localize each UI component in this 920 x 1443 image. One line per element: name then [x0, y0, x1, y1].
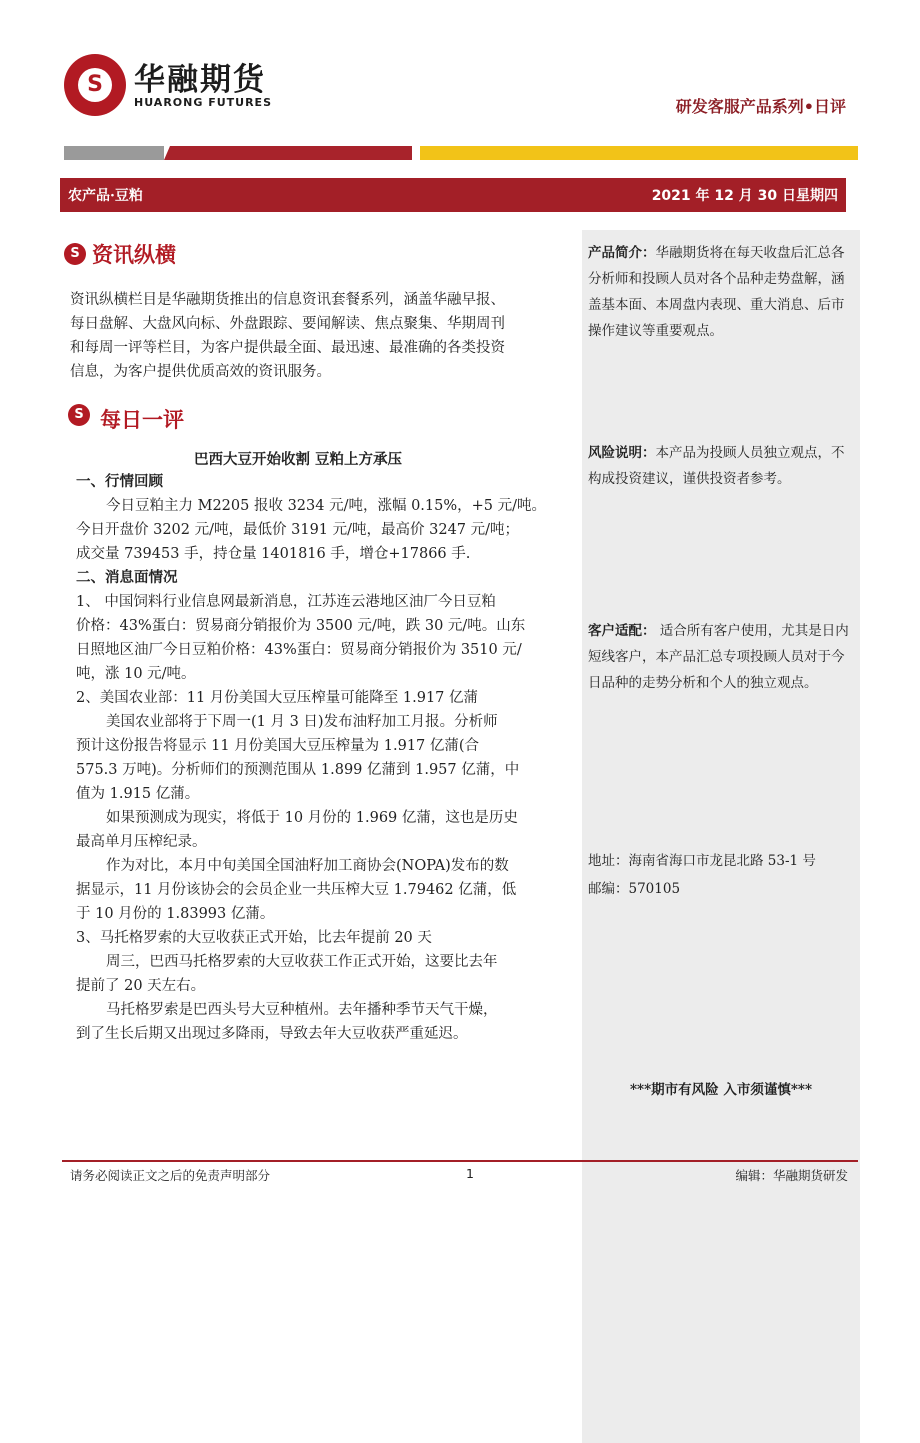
report-date: 2021 年 12 月 30 日星期四 — [651, 188, 838, 204]
brand-name-en: HUARONG FUTURES — [134, 96, 272, 109]
intro-line: 和每周一评等栏目，为客户提供最全面、最迅速、最准确的各类投资 — [70, 340, 505, 356]
body-line: 作为对比，本月中旬美国全国油籽加工商协会(NOPA)发布的数 — [106, 858, 509, 874]
client-fit-text: 适合所有客户使用，尤其是日内短线客户，本产品汇总专项投顾人员对于今日品种的走势分析和个人的独立观点。 — [588, 623, 849, 691]
brand-name-cn: 华融期货 — [134, 62, 266, 98]
body-line: 最高单月压榨纪录。 — [76, 834, 207, 850]
risk-note — [588, 440, 852, 492]
body-line: 周三，巴西马托格罗索的大豆收获工作正式开始，这要比去年 — [106, 954, 498, 970]
risk-warning: ***期市有风险 入市须谨慎*** — [629, 1082, 813, 1098]
sidebar-panel — [582, 230, 860, 1443]
section-logo-icon: S — [68, 404, 90, 426]
body-line: 值为 1.915 亿蒲。 — [76, 786, 200, 802]
body-line: 价格：43%蛋白：贸易商分销报价为 3500 元/吨，跌 30 元/吨。山东 — [76, 618, 526, 634]
body-line: 2、美国农业部：11 月份美国大豆压榨量可能降至 1.917 亿蒲 — [76, 690, 479, 706]
body-line: 如果预测成为现实，将低于 10 月份的 1.969 亿蒲，这也是历史 — [106, 810, 518, 826]
body-line: 马托格罗索是巴西头号大豆种植州。去年播种季节天气干燥， — [106, 1002, 498, 1018]
page-number: 1 — [466, 1166, 474, 1181]
category-label: 农产品·豆粕 — [68, 188, 143, 204]
product-intro — [588, 240, 852, 344]
decor-bar-yellow — [420, 146, 858, 160]
decor-bar-gray — [64, 146, 164, 160]
series-label: 研发客服产品系列•日评 — [675, 97, 846, 116]
section-intro — [70, 288, 505, 384]
body-line: 日照地区油厂今日豆粕价格：43%蛋白：贸易商分销报价为 3510 元/ — [76, 642, 522, 658]
section-title-daily: 每日一评 — [100, 407, 184, 432]
client-fit — [588, 618, 852, 696]
footer-editor: 编辑：华融期货研发 — [735, 1168, 848, 1183]
intro-line: 每日盘解、大盘风向标、外盘跟踪、要闻解读、焦点聚集、华期周刊 — [70, 316, 505, 332]
body-line: 今日开盘价 3202 元/吨，最低价 3191 元/吨，最高价 3247 元/吨； — [76, 522, 520, 538]
company-logo — [64, 54, 126, 116]
footer-divider — [62, 1160, 858, 1162]
footer-disclaimer: 请务必阅读正文之后的免责声明部分 — [70, 1168, 271, 1183]
heading-news: 二、消息面情况 — [76, 569, 178, 586]
decor-bar-red — [164, 146, 412, 160]
article-title: 巴西大豆开始收割 豆粕上方承压 — [194, 451, 403, 468]
intro-line: 资讯纵横栏目是华融期货推出的信息资讯套餐系列，涵盖华融早报、 — [70, 292, 505, 308]
address: 地址：海南省海口市龙昆北路 53-1 号 — [588, 853, 816, 869]
body-line: 据显示，11 月份该协会的会员企业一共压榨大豆 1.79462 亿蒲，低 — [76, 882, 517, 898]
body-line: 到了生长后期又出现过多降雨，导致去年大豆收获严重延迟。 — [76, 1026, 468, 1042]
body-line: 575.3 万吨)。分析师们的预测范围从 1.899 亿蒲到 1.957 亿蒲，中 — [76, 762, 520, 778]
body-line: 预计这份报告将显示 11 月份美国大豆压榨量为 1.917 亿蒲(合 — [76, 738, 480, 754]
body-line: 1、 中国饲料行业信息网最新消息，江苏连云港地区油厂今日豆粕 — [76, 594, 496, 610]
body-line: 3、马托格罗索的大豆收获正式开始，比去年提前 20 天 — [76, 930, 432, 946]
article-body — [76, 470, 556, 1046]
risk-note-text: 本产品为投顾人员独立观点，不构成投资建议，谨供投资者参考。 — [588, 445, 845, 487]
intro-line: 信息，为客户提供优质高效的资讯服务。 — [70, 364, 331, 380]
section-title-news: 资讯纵横 — [92, 242, 176, 267]
client-fit-label: 客户适配： — [588, 623, 656, 639]
section-logo-icon: S — [64, 243, 86, 265]
product-intro-text: 华融期货将在每天收盘后汇总各分析师和投顾人员对各个品种走势盘解，涵盖基本面、本周盘内表现、重大消息、后市操作建议等重要观点。 — [588, 245, 845, 339]
postcode: 邮编：570105 — [588, 881, 681, 897]
body-line: 成交量 739453 手，持仓量 1401816 手，增仓+17866 手. — [76, 546, 471, 562]
body-line: 于 10 月份的 1.83993 亿蒲。 — [76, 906, 275, 922]
risk-note-label: 风险说明： — [588, 445, 656, 461]
body-line: 美国农业部将于下周一(1 月 3 日)发布油籽加工月报。分析师 — [106, 714, 498, 730]
product-intro-label: 产品简介： — [588, 245, 656, 261]
body-line: 今日豆粕主力 M2205 报收 3234 元/吨，涨幅 0.15%，+5 元/吨。 — [106, 498, 547, 514]
heading-review: 一、行情回顾 — [76, 473, 163, 490]
logo-glyph: S — [87, 72, 103, 97]
body-line: 提前了 20 天左右。 — [76, 978, 206, 994]
body-line: 吨，涨 10 元/吨。 — [76, 666, 196, 682]
